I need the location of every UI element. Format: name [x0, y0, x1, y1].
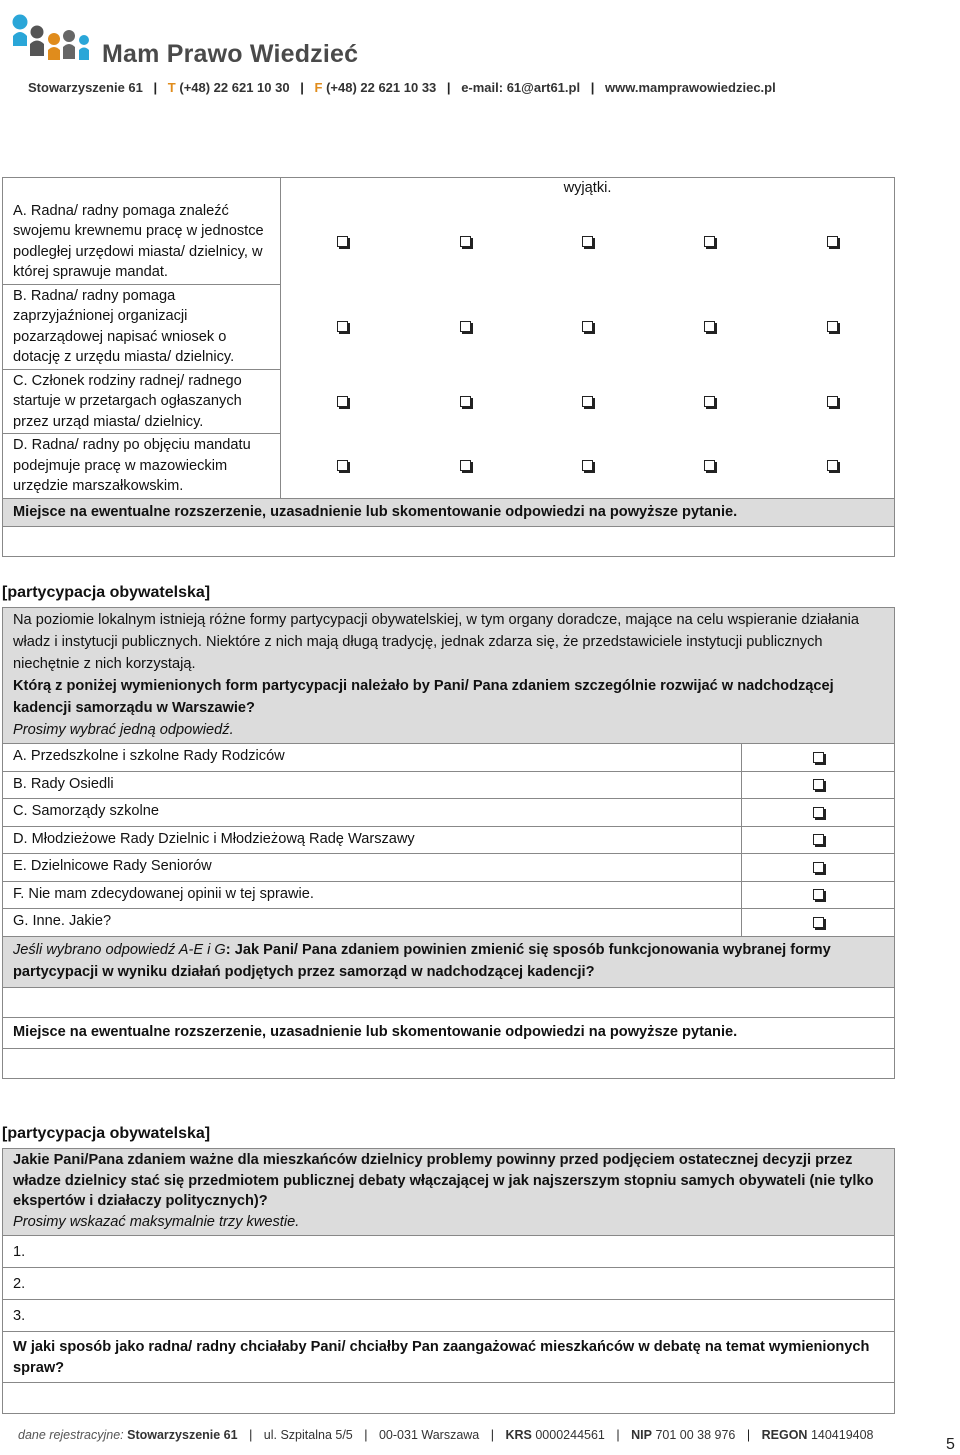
- question-box: [3, 608, 895, 744]
- website-link[interactable]: www.mamprawowiedziec.pl: [604, 80, 776, 95]
- checkbox[interactable]: [813, 752, 824, 763]
- checkbox[interactable]: [460, 460, 471, 471]
- option-label: A. Przedszkolne i szkolne Rady Rodziców: [3, 744, 742, 772]
- option-row: [3, 881, 895, 909]
- checkbox[interactable]: [704, 321, 715, 332]
- footer-org: Stowarzyszenie 61: [127, 1428, 238, 1442]
- option-row: [3, 854, 895, 882]
- option-row: [3, 799, 895, 827]
- option-label: B. Rady Osiedli: [3, 771, 742, 799]
- comment-field[interactable]: [3, 1049, 895, 1079]
- footer-label: dane rejestracyjne:: [18, 1428, 124, 1442]
- checkbox[interactable]: [813, 917, 824, 928]
- option-row: [3, 744, 895, 772]
- checkbox[interactable]: [813, 889, 824, 900]
- scenario-b: B. Radna/ radny pomaga zaprzyjaźnionej organizacji pozarządowej napisać wniosek o dotację z urzędu miasta/ dzielnicy.: [3, 284, 281, 369]
- email: e-mail: 61@art61.pl: [461, 80, 581, 95]
- answer-field[interactable]: [3, 987, 895, 1017]
- question2-text: W jaki sposób jako radna/ radny chciałaby Pani/ chciałby Pan zaangażować mieszkańców w debatę na temat wymienionych spraw?: [3, 1332, 895, 1383]
- answer-item[interactable]: 2.: [3, 1268, 895, 1300]
- section-title: [partycypacja obywatelska]: [2, 584, 211, 601]
- question-text: Którą z poniżej wymienionych form partycypacji należało by Pani/ Pana zdaniem szczególnie rozwijać w nadchodzącej kadencji samorządu w Warszawie?: [13, 678, 834, 716]
- option-label: D. Młodzieżowe Rady Dzielnic i Młodzieżową Radę Warszawy: [3, 826, 742, 854]
- participation-table: [2, 607, 895, 1079]
- table-note: wyjątki.: [281, 178, 895, 200]
- footer-postal: 00-031 Warszawa: [378, 1428, 480, 1442]
- checkbox[interactable]: [582, 236, 593, 247]
- checkbox[interactable]: [337, 236, 348, 247]
- comment-label: Miejsce na ewentualne rozszerzenie, uzasadnienie lub skomentowanie odpowiedzi na powyższe pytanie.: [3, 498, 895, 527]
- section-title: [partycypacja obywatelska]: [2, 1125, 211, 1142]
- option-row: [3, 771, 895, 799]
- checkbox[interactable]: [460, 396, 471, 407]
- contact-line: Stowarzyszenie 61 | T (+48) 22 621 10 30 | F (+48) 22 621 10 33 | e-mail: 61@art61.pl | www.mamprawowiedziec.pl: [28, 80, 776, 95]
- checkbox[interactable]: [813, 862, 824, 873]
- question-text: Jakie Pani/Pana zdaniem ważne dla mieszkańców dzielnicy problemy powinny przed podjęciem ostatecznej decyzji przez władze dzielnicy stać się przedmiotem publicznej debaty włączającej w jak najszerszym stopniu samych obywateli (nie tylko ekspertów i działaczy politycznych)?: [13, 1152, 874, 1209]
- comment-field[interactable]: [3, 527, 895, 557]
- nip-value: 701 00 38 976: [655, 1428, 736, 1442]
- scenario-table: [2, 177, 895, 557]
- checkbox[interactable]: [813, 779, 824, 790]
- nip-key: NIP: [631, 1428, 652, 1442]
- checkbox[interactable]: [827, 236, 838, 247]
- phone: (+48) 22 621 10 30: [179, 80, 290, 95]
- followup-box: [3, 936, 895, 987]
- scenario-a: A. Radna/ radny pomaga znaleźć swojemu krewnemu pracę w jednostce podległej urzędowi miasta/ dzielnicy, w której sprawuje mandat.: [3, 200, 281, 285]
- option-label: F. Nie mam zdecydowanej opinii w tej sprawie.: [3, 881, 742, 909]
- checkbox[interactable]: [337, 321, 348, 332]
- fax-key: F: [314, 80, 323, 95]
- option-label: C. Samorządy szkolne: [3, 799, 742, 827]
- instruction-text: Prosimy wskazać maksymalnie trzy kwestie.: [13, 1213, 300, 1230]
- answer-field[interactable]: [3, 1383, 895, 1414]
- followup-prefix: Jeśli wybrano odpowiedź A-E i G: [13, 941, 226, 958]
- answer-item[interactable]: 3.: [3, 1300, 895, 1332]
- regon-key: REGON: [761, 1428, 808, 1442]
- intro-text: Na poziomie lokalnym istnieją różne formy partycypacji obywatelskiej, w tym organy doradcze, mające na celu wspieranie działania władz i instytucji publicznych. Niektóre z nich mają długą tradycję, jednak zdarza się, że przedstawiciele instytucji publicznych niechętnie z nich korzystają.: [13, 612, 860, 672]
- scenario-d: D. Radna/ radny po objęciu mandatu podejmuje pracę w mazowieckim urzędzie marszałkowskim.: [3, 434, 281, 499]
- org-name: Stowarzyszenie 61: [28, 80, 143, 95]
- letterhead: [10, 8, 950, 98]
- answer-item[interactable]: 1.: [3, 1236, 895, 1268]
- option-label: E. Dzielnicowe Rady Seniorów: [3, 854, 742, 882]
- question-box: [3, 1149, 895, 1236]
- checkbox[interactable]: [813, 834, 824, 845]
- option-label: G. Inne. Jakie?: [3, 909, 742, 937]
- checkbox[interactable]: [582, 396, 593, 407]
- page-number: 5: [946, 1436, 955, 1453]
- checkbox[interactable]: [704, 236, 715, 247]
- logo-text: Mam Prawo Wiedzieć: [102, 40, 359, 68]
- scenario-c: C. Członek rodziny radnej/ radnego startuje w przetargach ogłaszanych przez urząd miasta/ dzielnicy.: [3, 369, 281, 434]
- option-row: [3, 909, 895, 937]
- registration-footer: dane rejestracyjne: Stowarzyszenie 61 | ul. Szpitalna 5/5 | 00-031 Warszawa | KRS 0000244561 | NIP 701 00 38 976 | REGON 140419408: [18, 1428, 874, 1442]
- checkbox[interactable]: [337, 460, 348, 471]
- phone-key: T: [167, 80, 176, 95]
- followup-question: : Jak Pani/ Pana zdaniem powinien zmienić się sposób funkcjonowania wybranej formy partycypacji w wyniku działań podjętych przez samorząd w nadchodzącej kadencji?: [13, 941, 831, 980]
- option-row: [3, 826, 895, 854]
- checkbox[interactable]: [704, 396, 715, 407]
- table-row: [3, 434, 895, 499]
- krs-value: 0000244561: [535, 1428, 605, 1442]
- krs-key: KRS: [505, 1428, 532, 1442]
- checkbox[interactable]: [582, 321, 593, 332]
- table-row: [3, 369, 895, 434]
- checkbox[interactable]: [827, 321, 838, 332]
- checkbox[interactable]: [813, 807, 824, 818]
- instruction-text: Prosimy wybrać jedną odpowiedź.: [13, 722, 234, 738]
- footer-address: ul. Szpitalna 5/5: [263, 1428, 353, 1442]
- people-logo-icon: [10, 10, 92, 66]
- checkbox[interactable]: [460, 236, 471, 247]
- checkbox[interactable]: [460, 321, 471, 332]
- regon-value: 140419408: [810, 1428, 874, 1442]
- comment-label: Miejsce na ewentualne rozszerzenie, uzasadnienie lub skomentowanie odpowiedzi na powyższe pytanie.: [3, 1017, 895, 1049]
- checkbox[interactable]: [704, 460, 715, 471]
- debate-table: [2, 1148, 895, 1414]
- table-row: [3, 200, 895, 285]
- checkbox[interactable]: [827, 396, 838, 407]
- table-row: [3, 284, 895, 369]
- fax: (+48) 22 621 10 33: [326, 80, 437, 95]
- checkbox[interactable]: [582, 460, 593, 471]
- checkbox[interactable]: [337, 396, 348, 407]
- checkbox[interactable]: [827, 460, 838, 471]
